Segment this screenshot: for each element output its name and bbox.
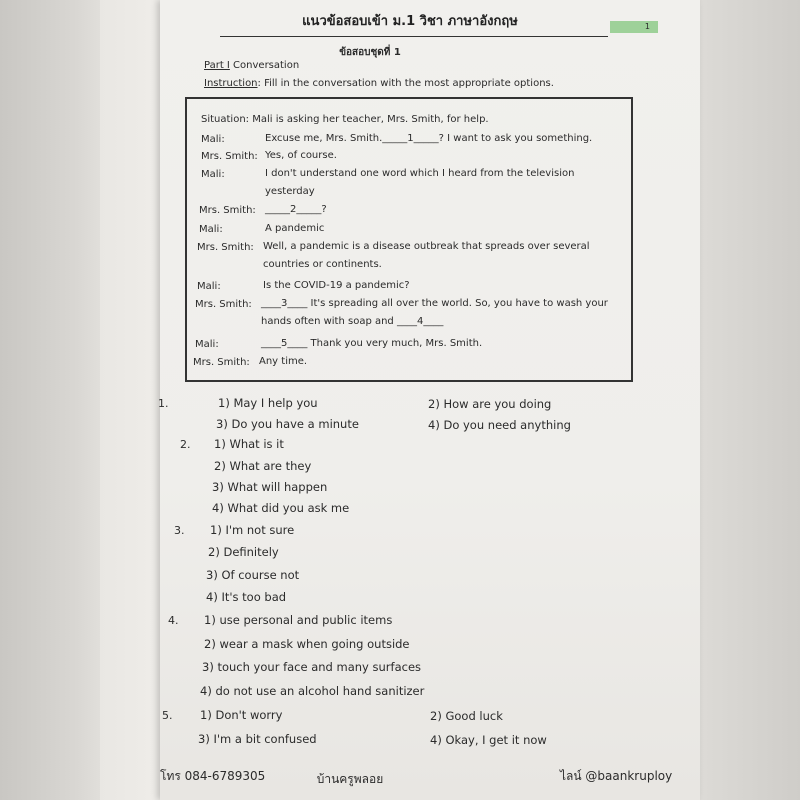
set-title: ข้อสอบชุดที่ 1 [339,47,401,58]
dialogue-text: Well, a pandemic is a disease outbreak that spreads over several countries or continents. [263,241,590,270]
answer-option: 3) What will happen [212,480,328,494]
dialogue-text: A pandemic [265,223,325,234]
answer-option: 1) Don't worry [200,708,283,722]
background-desk-right [695,0,800,800]
situation-text: Situation: Mali is asking her teacher, Mrs. Smith, for help. [201,114,489,125]
instruction [204,78,554,89]
footer-center-text: บ้านครูพลอย [316,772,384,786]
answer-option: 4) What did you ask me [212,501,350,515]
dialogue-text: Any time. [259,356,308,367]
answer-option: 3) Do you have a minute [216,417,359,431]
answer-option: 2) What are they [214,459,312,473]
question-number: 2. [180,438,191,451]
dialogue-speaker: Mali: [197,281,221,292]
dialogue-speaker: Mali: [195,339,219,350]
answer-option: 2) Good luck [430,709,503,723]
dialogue-speaker: Mrs. Smith: [197,242,254,253]
dialogue-text: Is the COVID-19 a pandemic? [263,280,410,291]
answer-option: 1) use personal and public items [204,613,393,627]
page-title: แนวข้อสอบเข้า ม.1 วิชา ภาษาอังกฤษ [302,14,518,29]
part-name: Conversation [229,60,300,71]
question-number: 4. [168,614,179,627]
answer-option: 2) How are you doing [428,397,552,411]
question-number: 3. [174,524,185,537]
part-label: Part I [204,60,230,71]
answer-option: 1) May I help you [218,396,318,410]
underlying-sheet [100,0,163,800]
dialogue-text: Yes, of course. [265,150,337,161]
answer-option: 2) Definitely [208,545,279,559]
answer-option: 3) Of course not [206,568,300,582]
conversation-box [185,97,633,382]
answer-option: 3) touch your face and many surfaces [202,660,422,674]
footer-line-id: ไลน์ @baankruploy [560,769,673,783]
answer-option: 1) What is it [214,437,284,451]
dialogue-text: ____3____ It's spreading all over the world. So, you have to wash your hands often with soap and ____4____ [261,298,608,327]
dialogue-speaker: Mali: [201,169,225,180]
question-number: 5. [162,709,173,722]
dialogue-speaker: Mali: [199,224,223,235]
answer-option: 4) It's too bad [206,590,287,604]
answer-option: 1) I'm not sure [210,523,295,537]
answer-option: 4) Do you need anything [428,418,571,432]
instruction-label: Instruction [204,78,258,89]
dialogue-speaker: Mrs. Smith: [199,205,256,216]
part-heading [204,60,299,71]
dialogue-speaker: Mrs. Smith: [195,299,252,310]
dialogue-speaker: Mali: [201,134,225,145]
dialogue-text: I don't understand one word which I heard from the television yesterday [265,168,575,197]
dialogue-speaker: Mrs. Smith: [201,151,258,162]
header-divider [220,36,608,37]
dialogue-text: Excuse me, Mrs. Smith._____1_____? I want to ask you something. [265,133,593,144]
dialogue-text: _____2_____? [265,204,327,215]
background-desk-left [0,0,110,800]
footer-phone: โทร 084-6789305 [160,769,266,783]
dialogue-text: ____5____ Thank you very much, Mrs. Smith. [261,338,483,349]
dialogue-speaker: Mrs. Smith: [193,357,250,368]
question-number: 1. [158,397,169,410]
answer-option: 2) wear a mask when going outside [204,637,410,651]
instruction-text: : Fill in the conversation with the most appropriate options. [257,78,554,89]
answer-option: 4) Okay, I get it now [430,733,547,747]
page-number-badge: 1 [610,21,658,33]
answer-option: 4) do not use an alcohol hand sanitizer [200,684,425,698]
answer-option: 3) I'm a bit confused [198,732,317,746]
worksheet-page [160,0,700,800]
